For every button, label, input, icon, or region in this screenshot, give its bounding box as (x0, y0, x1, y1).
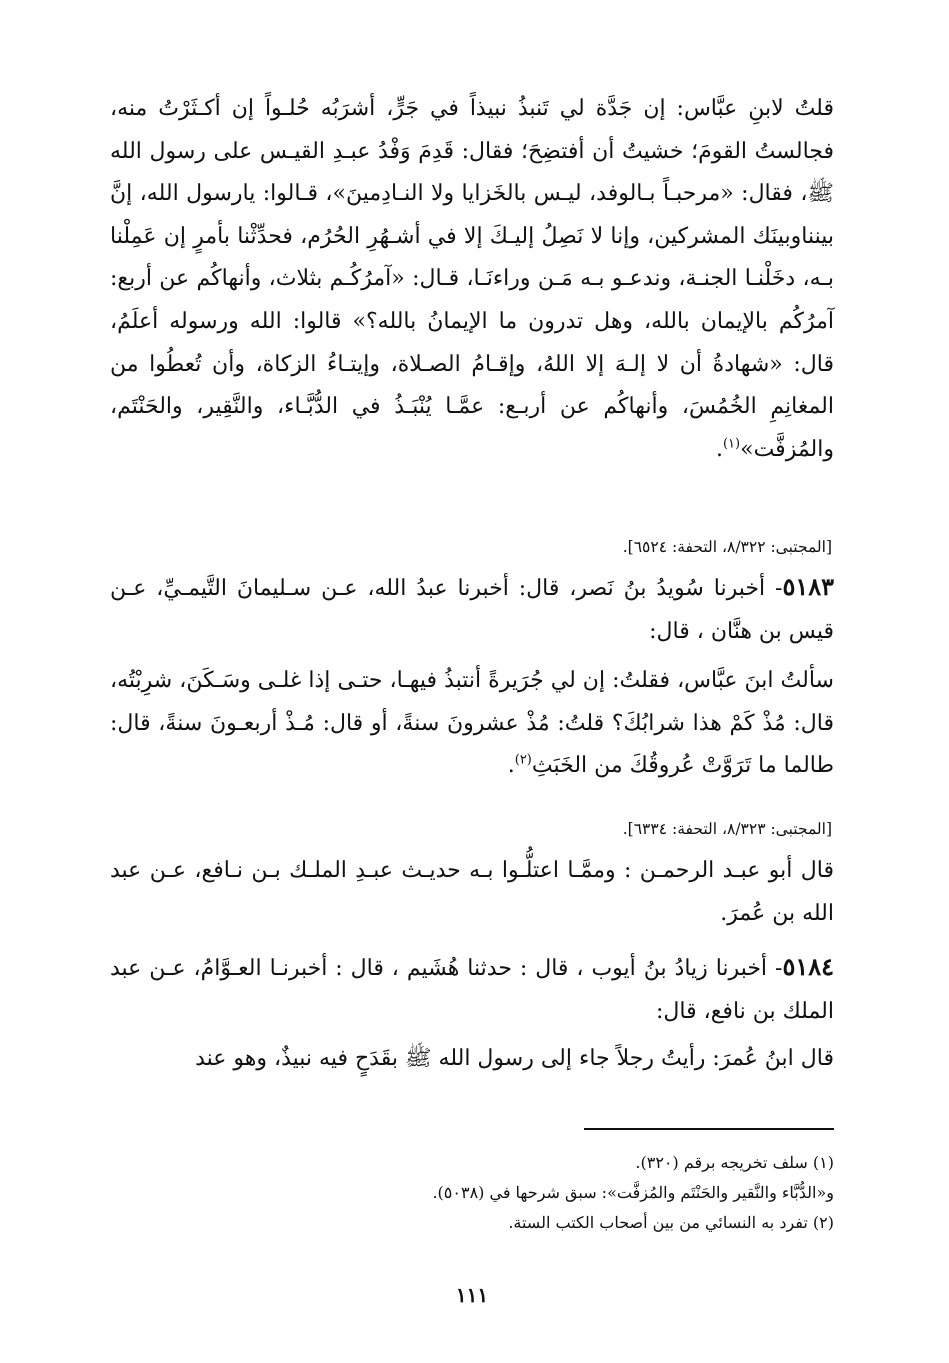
commentary-text: قال أبو عبـد الرحمـن : وممَّـا اعتلُّـوا بـه حديـث عبـدِ الملـك بـن نـافع، عـن عبد الله بن عُمرَ. (110, 858, 834, 926)
footnote-divider (584, 1128, 834, 1130)
hadith-text: قال ابنُ عُمرَ: رأيتُ رجلاً جاء إلى رسول الله ﷺ بقَدَحٍ فيه نبيذٌ، وهو عند (195, 1046, 834, 1071)
hadith-number: ٥١٨٣ (782, 572, 834, 601)
hadith-body: قلتُ لابنِ عبَّاس: إن جَدَّة لي تَنبذُ نبيذاً في جَرٍّ، أشرَبُه حُلـواً إن أكـثَرْتُ منه، فجالستُ القومَ؛ خشيتُ أن أفتضِحَ؛ فقال: قَدِمَ وَفْدُ عبـدِ القيـس على رسول الله ﷺ، فقال: «مرحبـاً بـالوفد، ليـس بالخَزايا ولا النـادِمينَ»، قـالوا: يارسول الله، إنَّ بينناوبينَك المشركين، وإنا لا نَصِلُ إليـكَ إلا في أشـهُرِ الحُرُم، فحدِّثْنا بأمرٍ إن عَمِلْنا بـه، دخَلْنـا الجنـة، وندعـو بـه مَـن وراءنَـا، قـال: «آمرُكُـم بثلاث، وأنهاكُم عن أربع: آمرُكُم بالإيمان بالله، وهل تدرون ما الإيمانُ بالله؟» قالوا: الله ورسوله أعلَمُ، قال: «شهادةُ أن لا إلـهَ إلا اللهُ، وإقـامُ الصـلاة، وإيتـاءُ الزكاة، وأن تُعطُوا من المغانِمِ الخُمُسَ، وأنهاكُم عن أربـع: عمَّـا يُنْبَـذُ في الدُّبَّـاء، والنَّقِير، والحَنْتَم، والمُزفَّت» (110, 96, 834, 462)
source-reference: [المجتبى: ٨/٣٢٢، التحفة: ٦٥٢٤]. (622, 538, 832, 556)
footnote: (٢) تفرد به النسائي من بين أصحاب الكتب الستة. (508, 1213, 834, 1232)
footnote: (١) سلف تخريجه برقم (٣٢٠). (635, 1153, 834, 1172)
isnad-text: - أخبرنا سُويدُ بنُ نَصر، قال: أخبرنا عبدُ الله، عـن سـليمانَ التَّيمـيِّ، عـن قيس بن هنَّان ، قال: (110, 576, 834, 644)
hadith-body: سألتُ ابنَ عبَّاس، فقلتُ: إن لي جُرَيرةً أنتبذُ فيهـا، حتـى إذا غلـى وسَـكَنَ، شرِبْتُه، قال: مُذْ كَمْ هذا شرابُكَ؟ قلتُ: مُذْ عشرونَ سنةً، أو قال: مُـذْ أربعـونَ سنةً، قال: طالما ما تَرَوَّتْ عُروقُكَ من الخَبَثِ (110, 668, 834, 779)
footnote-marker: (١) (722, 436, 741, 452)
source-reference: [المجتبى: ٨/٣٢٣، التحفة: ٦٣٣٤]. (622, 820, 832, 838)
footnote: و«الدُّبَّاء والنَّقير والحَنْتَم والمُزفَّت»: سبق شرحها في (٥٠٣٨). (432, 1183, 834, 1202)
hadith-text: قلتُ لابنِ عبَّاس: إن جَدَّة لي تَنبذُ نبيذاً في جَرٍّ، أشرَبُه حُلـواً إن أكـثَرْتُ منه، فجالستُ القومَ؛ خشيتُ أن أفتضِحَ؛ فقال: قَدِمَ وَفْدُ عبـدِ القيـس على رسول الله ﷺ، فقال: «مرحبـاً بـالوفد، ليـس بالخَزايا ولا النـادِمينَ»، قـالوا: يارسول الله، إنَّ بينناوبينَك المشركين، وإنا لا نَصِلُ إليـكَ إلا في أشـهُرِ الحُرُم، فحدِّثْنا بأمرٍ إن عَمِلْنا بـه، دخَلْنـا الجنـة، وندعـو بـه مَـن وراءنَـا، قـال: «آمرُكُـم بثلاث، وأنهاكُم عن أربع: آمرُكُم بالإيمان بالله، وهل تدرون ما الإيمانُ بالله؟» قالوا: الله ورسوله أعلَمُ، قال: «شهادةُ أن لا إلـهَ إلا اللهُ، وإقـامُ الصـلاة، وإيتـاءُ الزكاة، وأن تُعطُوا من المغانِمِ الخُمُسَ، وأنهاكُم عن أربـع: عمَّـا يُنْبَـذُ في الدُّبَّـاء، والنَّقِير، والحَنْتَم، والمُزفَّت»$^{(١)}$. (110, 96, 834, 462)
footnotes (110, 1148, 834, 1238)
hadith-text: سألتُ ابنَ عبَّاس، فقلتُ: إن لي جُرَيرةً أنتبذُ فيهـا، حتـى إذا غلـى وسَـكَنَ، شرِبْتُه، قال: مُذْ كَمْ هذا شرابُكَ؟ قلتُ: مُذْ عشرونَ سنةً، أو قال: مُـذْ أربعـونَ سنةً، قال: طالما ما تَرَوَّتْ عُروقُكَ من الخَبَثِ$^{(٢)}$. (110, 668, 834, 779)
footnote-marker: (٢) (514, 752, 532, 768)
page-number: ١١١ (455, 1283, 489, 1307)
hadith-isnad (110, 946, 834, 1033)
book-page (110, 88, 834, 1307)
hadith-isnad (110, 566, 834, 653)
isnad-text: - أخبرنا زيادُ بنُ أيوب ، قال : حدثنا هُشَيم ، قال : أخبرنـا العـوَّامُ، عـن عبد الملك بن نافع، قال: (110, 956, 834, 1024)
hadith-number: ٥١٨٤ (782, 952, 834, 981)
